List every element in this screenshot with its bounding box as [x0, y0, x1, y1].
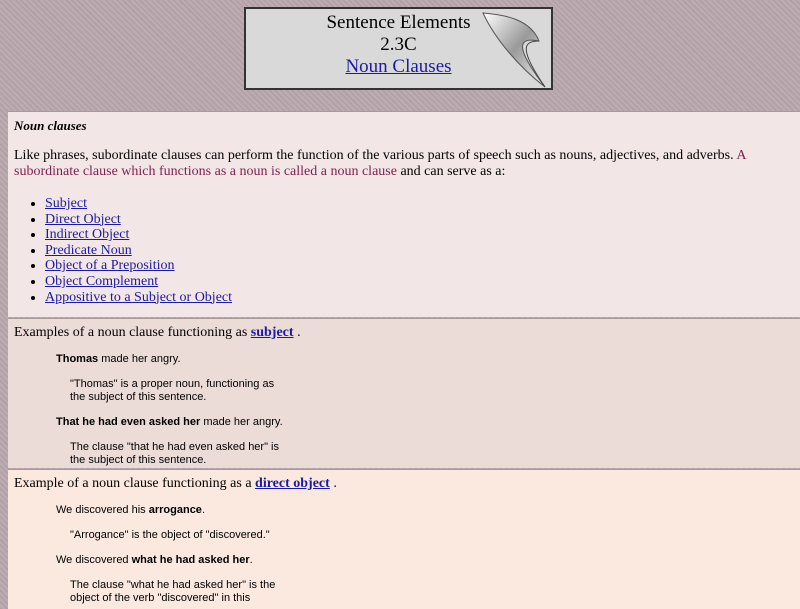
link-appositive[interactable]: Appositive to a Subject or Object [45, 289, 233, 305]
example-sentence: We discovered his arrogance. [56, 504, 205, 516]
intro-text: Like phrases, subordinate clauses can perform the function of the various parts of speech such as nouns, adjectives, and adverbs. [14, 148, 734, 163]
direct-object-anchor-link[interactable]: direct object [255, 476, 330, 491]
banner-code: 2.3C [380, 34, 417, 55]
link-direct-object[interactable]: Direct Object [45, 211, 121, 227]
example-sentence: We discovered what he had asked her. [56, 554, 253, 566]
intro-panel [8, 111, 800, 317]
link-indirect-object[interactable]: Indirect Object [45, 227, 130, 243]
subject-anchor-link[interactable]: subject [250, 325, 294, 340]
intro-paragraph [14, 148, 794, 180]
function-link-list [14, 196, 794, 305]
title-banner [244, 7, 553, 90]
section-heading: Noun clauses [14, 118, 87, 133]
example-sentence: Thomas made her angry. [56, 353, 181, 365]
noun-clauses-link[interactable]: Noun Clauses [345, 56, 452, 77]
link-object-of-preposition[interactable]: Object of a Preposition [45, 258, 175, 274]
link-subject[interactable]: Subject [45, 196, 87, 211]
intro-text-end: and can serve as a: [400, 164, 506, 179]
banner-title: Sentence Elements [326, 12, 471, 33]
link-object-complement[interactable]: Object Complement [45, 273, 159, 289]
example-explanation: "Arrogance" is the object of "discovered." [70, 529, 270, 541]
definition-highlight: A subordinate clause which functions as a noun is called a noun clause [14, 148, 746, 179]
example-explanation: "Thomas" is a proper noun, functioning as the subject of this sentence. [70, 378, 275, 403]
subject-examples-panel [8, 318, 800, 468]
direct-object-examples-panel [8, 469, 800, 609]
direct-object-examples-title: Example of a noun clause functioning as a direct object . [14, 476, 337, 491]
page-curl-icon [479, 11, 549, 89]
example-sentence: That he had even asked her made her angry. [56, 416, 283, 428]
example-explanation: The clause "what he had asked her" is the object of the verb "discovered" in this [70, 579, 276, 604]
example-explanation: The clause "that he had even asked her" is the subject of this sentence. [70, 441, 279, 466]
link-predicate-noun[interactable]: Predicate Noun [45, 242, 132, 258]
subject-examples-title: Examples of a noun clause functioning as subject . [14, 325, 301, 340]
